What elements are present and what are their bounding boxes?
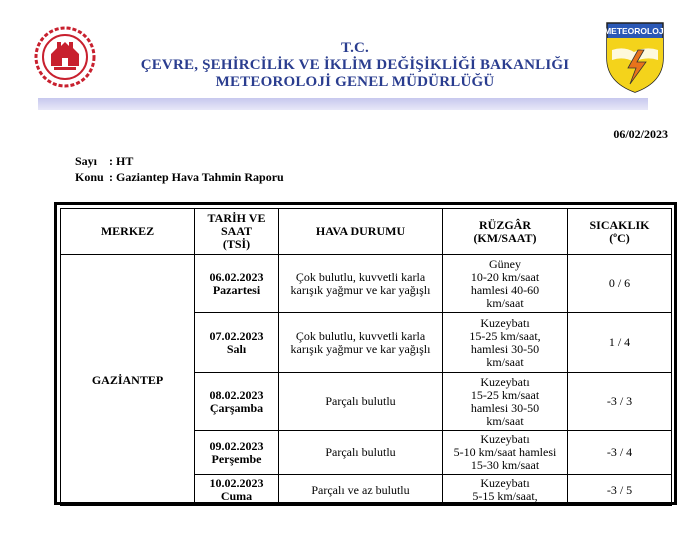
wind-line: 5-10 km/saat hamlesi xyxy=(453,445,557,459)
tarih-header-line1: TARİH VE xyxy=(207,211,266,225)
row-day: Pazartesi xyxy=(212,282,261,297)
wind-cell xyxy=(443,255,568,313)
weather-line1: Çok bulutlu, kuvvetli karla xyxy=(295,269,426,284)
wind-line: 15-25 km/saat, xyxy=(469,328,541,343)
meta-konu xyxy=(75,170,284,185)
header-divider-band xyxy=(38,98,648,110)
tarih-header-line3: (TSİ) xyxy=(222,237,251,251)
row-date: 06.02.2023 xyxy=(209,269,264,284)
meta-sayi xyxy=(75,154,133,169)
weather-cell xyxy=(279,373,443,431)
header-title xyxy=(120,40,590,91)
col-header-tarih xyxy=(195,209,279,255)
row-date: 10.02.2023 xyxy=(209,476,264,490)
weather-line2: karışık yağmur ve kar yağışlı xyxy=(290,341,431,356)
weather-line1: Parçalı ve az bulutlu xyxy=(311,482,410,497)
wind-line: 5-15 km/saat, xyxy=(472,489,538,503)
row-date: 09.02.2023 xyxy=(209,438,264,453)
forecast-table-frame xyxy=(54,202,677,505)
date-cell xyxy=(195,431,279,475)
wind-line: Kuzeybatı xyxy=(480,374,530,389)
row-date: 07.02.2023 xyxy=(209,328,264,343)
wind-line: hamlesi 40-60 xyxy=(470,282,540,297)
row-day: Çarşamba xyxy=(209,400,264,415)
wind-line: hamlesi 30-50 xyxy=(470,400,540,415)
col-header-sicaklik xyxy=(568,209,672,255)
weather-cell xyxy=(279,431,443,475)
wind-cell xyxy=(443,313,568,373)
row-date: 08.02.2023 xyxy=(209,387,264,402)
header-line-ministry: ÇEVRE, ŞEHİRCİLİK VE İKLİM DEĞİŞİKLİĞİ BAKANLIĞI xyxy=(140,57,570,73)
weather-line1: Parçalı bulutlu xyxy=(325,394,396,408)
date-cell xyxy=(195,313,279,373)
header-line-directorate: METEOROLOJİ GENEL MÜDÜRLÜĞÜ xyxy=(215,74,495,90)
wind-line: 10-20 km/saat xyxy=(470,269,540,284)
weather-cell xyxy=(279,475,443,506)
ruzgar-header-line2: (KM/SAAT) xyxy=(473,230,537,245)
logo-text: METEOROLOJi xyxy=(604,26,666,36)
weather-line2: karışık yağmur ve kar yağışlı xyxy=(290,282,431,297)
col-header-hava: HAVA DURUMU xyxy=(279,209,443,255)
temp-cell: 1 / 4 xyxy=(568,313,672,373)
date-cell xyxy=(195,373,279,431)
wind-line: 15-30 km/saat xyxy=(470,458,540,472)
header-line-tc: T.C. xyxy=(340,40,370,56)
date-cell xyxy=(195,475,279,506)
forecast-table xyxy=(60,208,672,506)
col-header-ruzgar xyxy=(443,209,568,255)
row-day: Cuma xyxy=(220,489,253,503)
ruzgar-header-line1: RÜZGÂR xyxy=(478,217,531,232)
temp-cell: 0 / 6 xyxy=(568,255,672,313)
wind-line: Kuzeybatı xyxy=(480,315,530,330)
col-header-merkez: MERKEZ xyxy=(61,209,195,255)
temp-cell: -3 / 4 xyxy=(568,431,672,475)
wind-cell xyxy=(443,431,568,475)
wind-line: km/saat xyxy=(486,413,524,428)
konu-value: : Gaziantep Hava Tahmin Raporu xyxy=(109,170,284,184)
row-day: Salı xyxy=(226,341,247,356)
sayi-value: : HT xyxy=(109,154,134,168)
weather-line1: Çok bulutlu, kuvvetli karla xyxy=(295,328,426,343)
konu-label: Konu xyxy=(75,170,104,184)
table-row xyxy=(61,255,672,313)
temp-cell: -3 / 3 xyxy=(568,373,672,431)
sayi-label: Sayı xyxy=(75,154,98,168)
report-date: 06/02/2023 xyxy=(613,127,668,141)
wind-line: Kuzeybatı xyxy=(480,432,530,446)
ministry-emblem-logo xyxy=(34,26,96,88)
weather-line1: Parçalı bulutlu xyxy=(325,445,396,459)
date-cell xyxy=(195,255,279,313)
weather-cell xyxy=(279,313,443,373)
tarih-header-line2: SAAT xyxy=(220,224,253,238)
wind-line: Kuzeybatı xyxy=(480,476,530,490)
weather-cell xyxy=(279,255,443,313)
table-header-row xyxy=(61,209,672,255)
meteoroloji-shield-logo xyxy=(604,20,666,94)
temp-cell: -3 / 5 xyxy=(568,475,672,506)
sicaklik-header-line1: SICAKLIK xyxy=(589,217,650,232)
wind-line: hamlesi 30-50 xyxy=(470,341,540,356)
center-name: GAZİANTEP xyxy=(61,255,195,506)
wind-cell xyxy=(443,475,568,506)
wind-line: 15-25 km/saat xyxy=(470,387,540,402)
wind-line: km/saat xyxy=(486,295,524,310)
row-day: Perşembe xyxy=(211,451,262,466)
wind-cell xyxy=(443,373,568,431)
wind-line: Güney xyxy=(489,256,521,271)
wind-line: km/saat xyxy=(486,354,524,369)
sicaklik-header-line2: (ºC) xyxy=(609,230,630,245)
